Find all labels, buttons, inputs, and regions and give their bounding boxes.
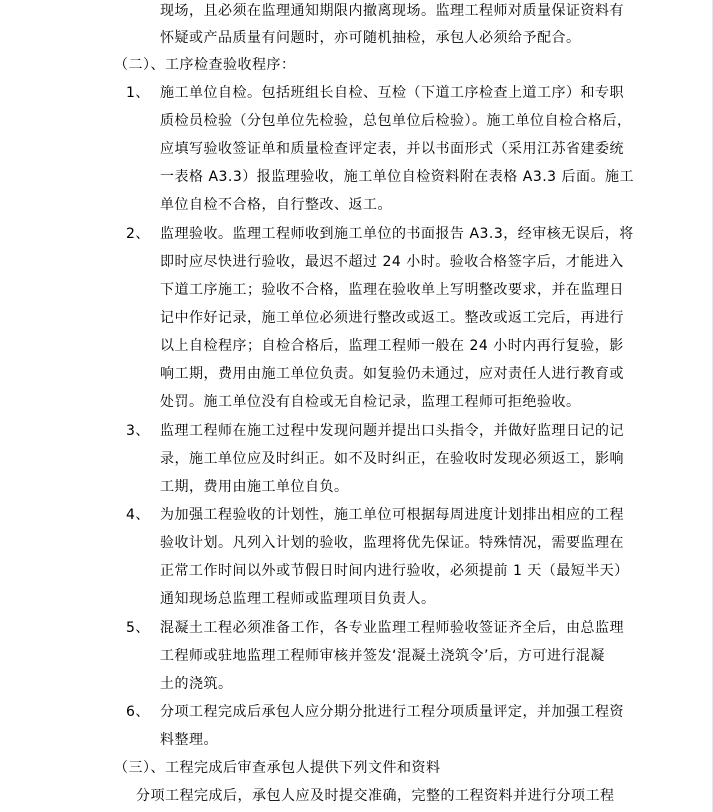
item-1-line-3: 应填写验收签证单和质量检查评定表，并以书面形式（采用江苏省建委统	[160, 141, 624, 157]
item-4-line-3: 正常工作时间以外或节假日时间内进行验收，必须提前 1 天（最短半天）	[160, 563, 629, 579]
item-1-line-2: 质检员检验（分包单位先检验，总包单位后检验）。施工单位自检合格后，	[160, 113, 632, 129]
item-number-4: 4、	[126, 507, 150, 523]
item-4-line-1: 为加强工程验收的计划性，施工单位可根据每周进度计划排出相应的工程	[160, 507, 624, 523]
section-heading-3: （三）、工程完成后审查承包人提供下列文件和资料	[114, 760, 441, 776]
item-3-line-3: 工期，费用由施工单位自负。	[160, 479, 349, 495]
item-number-2: 2、	[126, 226, 150, 242]
item-3-line-1: 监理工程师在施工过程中发现问题并提出口头指令，并做好监理日记的记	[160, 423, 624, 439]
item-1-line-1: 施工单位自检。包括班组长自检、互检（下道工序检查上道工序）和专职	[160, 85, 624, 101]
item-number-3: 3、	[126, 423, 150, 439]
item-6-line-1: 分项工程完成后承包人应分期分批进行工程分项质量评定，并加强工程资	[160, 704, 624, 720]
item-4-line-4: 通知现场总监理工程师或监理项目负责人。	[160, 591, 436, 607]
item-2-line-2: 即时应尽快进行验收，最迟不超过 24 小时。验收合格签字后，才能进入	[160, 254, 624, 270]
item-2-line-5: 以上自检程序；自检合格后，监理工程师一般在 24 小时内再行复验，影	[160, 338, 624, 354]
carryover-line-2: 怀疑或产品质量有问题时，亦可随机抽检，承包人必须给予配合。	[160, 30, 581, 46]
item-1-line-5: 单位自检不合格，自行整改、返工。	[160, 197, 392, 213]
item-2-line-3: 下道工序施工；验收不合格，监理在验收单上写明整改要求，并在监理日	[160, 282, 624, 298]
item-2-line-4: 记中作好记录，施工单位必须进行整改或返工。整改或返工完后，再进行	[160, 310, 624, 326]
item-6-line-2: 料整理。	[160, 732, 218, 748]
item-2-line-7: 处罚。施工单位没有自检或无自检记录，监理工程师可拒绝验收。	[160, 394, 581, 410]
item-number-6: 6、	[126, 704, 150, 720]
item-2-line-6: 响工期，费用由施工单位负责。如复验仍未通过，应对责任人进行教育或	[160, 366, 624, 382]
item-2-line-1: 监理验收。监理工程师收到施工单位的书面报告 A3.3，经审核无误后，将	[160, 226, 634, 242]
item-5-line-1: 混凝土工程必须准备工作，各专业监理工程师验收签证齐全后，由总监理	[160, 620, 624, 636]
item-5-line-3: 土的浇筑。	[160, 676, 233, 692]
item-number-5: 5、	[126, 620, 150, 636]
carryover-line-1: 现场，且必须在监理通知期限内撤离现场。监理工程师对质量保证资料有	[160, 3, 624, 19]
section-heading-2: （二）、工序检查验收程序：	[114, 57, 296, 73]
item-4-line-2: 验收计划。凡列入计划的验收，监理将优先保证。特殊情况，需要监理在	[160, 535, 624, 551]
section-3-intro: 分项工程完成后，承包人应及时提交准确，完整的工程资料并进行分项工程	[136, 788, 615, 804]
item-5-line-2: 工程师或驻地监理工程师审核并签发‘混凝土浇筑令’后，方可进行混凝	[160, 648, 605, 664]
item-number-1: 1、	[126, 85, 150, 101]
item-3-line-2: 录，施工单位应及时纠正。如不及时纠正，在验收时发现必须返工，影响	[160, 451, 624, 467]
item-1-line-4: 一表格 A3.3）报监理验收，施工单位自检资料附在表格 A3.3 后面。施工	[160, 169, 635, 185]
